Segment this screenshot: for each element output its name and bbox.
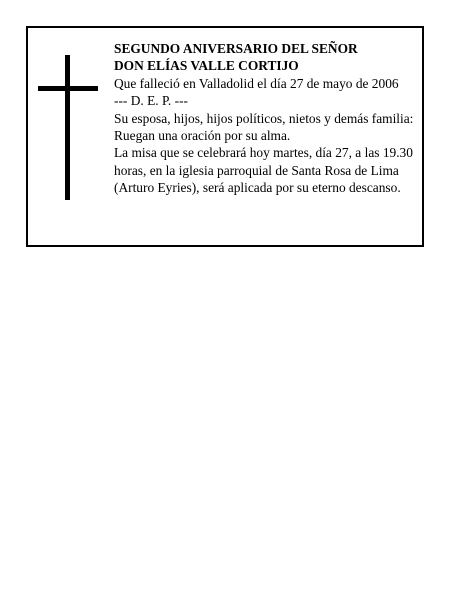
notice-title-line-1: SEGUNDO ANIVERSARIO DEL SEÑOR xyxy=(114,41,358,56)
death-statement: Que falleció en Valladolid el día 27 de mayo de 2006 xyxy=(114,75,399,91)
mass-details-line-2: horas, en la iglesia parroquial de Santa Rosa de Lima xyxy=(114,162,399,178)
obituary-notice xyxy=(26,26,424,247)
mass-details-line-3: (Arturo Eyries), será aplicada por su eterno descanso. xyxy=(114,180,401,196)
rip-line: --- D. E. P. --- xyxy=(114,93,189,109)
cross-icon xyxy=(38,55,98,200)
cross-vertical-bar xyxy=(65,55,70,200)
cross-horizontal-bar xyxy=(38,86,98,91)
family-line: Su esposa, hijos, hijos políticos, nietos y demás familia: xyxy=(114,110,414,126)
prayer-request: Ruegan una oración por su alma. xyxy=(114,128,291,144)
notice-text xyxy=(114,40,424,197)
mass-details-line-1: La misa que se celebrará hoy martes, día 27, a las 19.30 xyxy=(114,145,413,161)
notice-title-line-2: DON ELÍAS VALLE CORTIJO xyxy=(114,58,299,74)
